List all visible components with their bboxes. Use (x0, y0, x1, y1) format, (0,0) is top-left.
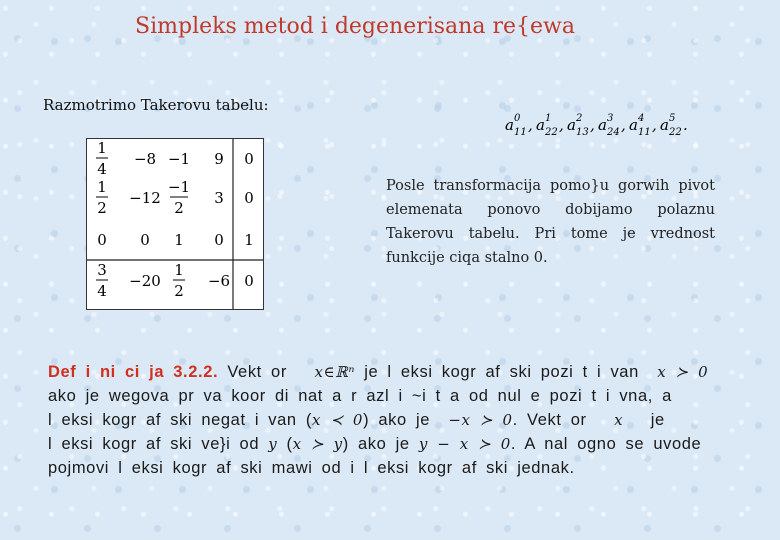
pivot-symbol: a (567, 116, 576, 134)
tableau-cell: 0 (97, 231, 107, 249)
pivot-superscript: 0 (514, 113, 521, 124)
pivot-subscript: 24 (607, 127, 620, 138)
tableau-cell-numerator: 1 (97, 178, 107, 196)
intro-text: Razmotrimo Takerovu tabelu: (43, 96, 269, 114)
tableau-cell: 0 (214, 231, 224, 249)
definition-line-2: ako je wegova pr va koor di nat a r azl i ~i t a od nul e pozi t i vna, a (48, 387, 672, 405)
tableau-cell: 1 (244, 231, 254, 249)
tableau-cell-numerator: 1 (174, 261, 184, 279)
def-text: . A nal ogno se uvode (510, 435, 702, 453)
tableau-cell: 0 (244, 272, 254, 290)
def-text: ) ako je (342, 435, 410, 453)
def-text: Vekt or (227, 363, 287, 381)
tableau-cell-denominator: 2 (174, 282, 184, 300)
pivot-symbol: a (536, 116, 545, 134)
def-text: je (650, 411, 665, 429)
def-text: l eksi kogr af ski ve}i od (48, 435, 260, 453)
pivot-separator: , (621, 116, 626, 134)
pivot-separator: . (683, 116, 688, 134)
pivot-superscript: 5 (669, 113, 676, 124)
tableau-cell-numerator: 1 (97, 139, 107, 157)
pivot-symbol: a (660, 116, 669, 134)
definition-line-4 (48, 432, 702, 456)
tableau-cell-numerator: 3 (97, 261, 107, 279)
tucker-tableau (86, 138, 264, 310)
def-text: . Vekt or (512, 411, 587, 429)
pivot-separator: , (652, 116, 657, 134)
tableau-cell: 0 (140, 231, 150, 249)
tableau-cell: −12 (129, 189, 161, 207)
transformation-note: Posle transformacija pomo}u gorwih pivot elemenata ponovo dobijamo polaznu Takerovu tabelu. Pri tome je vrednost funkcije ciqa stalno 0. (386, 178, 715, 266)
tableau-cell: −6 (207, 272, 231, 290)
definition-block (48, 360, 709, 480)
pivot-superscript: 2 (576, 113, 583, 124)
tableau-cell-denominator: 4 (97, 282, 107, 300)
slide-title: Simpleks metod i degenerisana re{ewa (135, 14, 575, 39)
def-text: ) ako je (363, 411, 430, 429)
pivot-subscript: 22 (669, 127, 682, 138)
def-math: −x ≻ 0 (448, 411, 513, 429)
tableau-cell: −1 (167, 150, 191, 168)
def-math: y (268, 435, 278, 453)
pivot-subscript: 22 (545, 127, 558, 138)
def-math: x∈ℝⁿ (314, 363, 355, 381)
tableau-cell: −20 (129, 272, 161, 290)
def-text: je l eksi kogr af ski pozi t i van (364, 363, 639, 381)
pivot-subscript: 11 (514, 127, 527, 138)
pivot-symbol: a (598, 116, 607, 134)
tableau-cell-numerator: −1 (167, 178, 191, 196)
tableau-cell: 9 (214, 150, 224, 168)
def-math: x ≻ y (292, 435, 343, 453)
pivot-superscript: 1 (545, 113, 552, 124)
def-math: x ≻ 0 (657, 363, 709, 381)
pivot-superscript: 3 (607, 113, 614, 124)
def-math: y − x ≻ 0 (418, 435, 511, 453)
definition-line-1 (48, 360, 709, 384)
tableau-cell: 1 (174, 231, 184, 249)
def-math: x (614, 411, 624, 429)
def-text: ( (286, 435, 293, 453)
tableau-cell: −8 (133, 150, 157, 168)
pivot-subscript: 13 (576, 127, 589, 138)
pivot-separator: , (590, 116, 595, 134)
pivot-subscript: 11 (638, 127, 651, 138)
tableau-cell-denominator: 2 (174, 199, 184, 217)
definition-heading: Def i ni ci ja 3.2.2. (48, 363, 219, 381)
pivot-separator: , (559, 116, 564, 134)
pivot-superscript: 4 (638, 113, 645, 124)
pivot-symbol: a (505, 116, 514, 134)
tableau-cell-denominator: 4 (97, 160, 107, 178)
pivot-symbol: a (629, 116, 638, 134)
tableau-cell-denominator: 2 (97, 199, 107, 217)
pivot-separator: , (528, 116, 533, 134)
definition-line-3 (48, 408, 672, 432)
def-math: x ≺ 0 (311, 411, 364, 429)
def-text: l eksi kogr af ski negat i van ( (48, 411, 312, 429)
tableau-cell: 0 (244, 189, 254, 207)
pivot-sequence (505, 110, 705, 140)
tableau-cell: 0 (244, 150, 254, 168)
definition-line-5: pojmovi l eksi kogr af ski mawi od i l eksi kogr af ski jednak. (48, 459, 575, 477)
tableau-cell: 3 (214, 189, 224, 207)
